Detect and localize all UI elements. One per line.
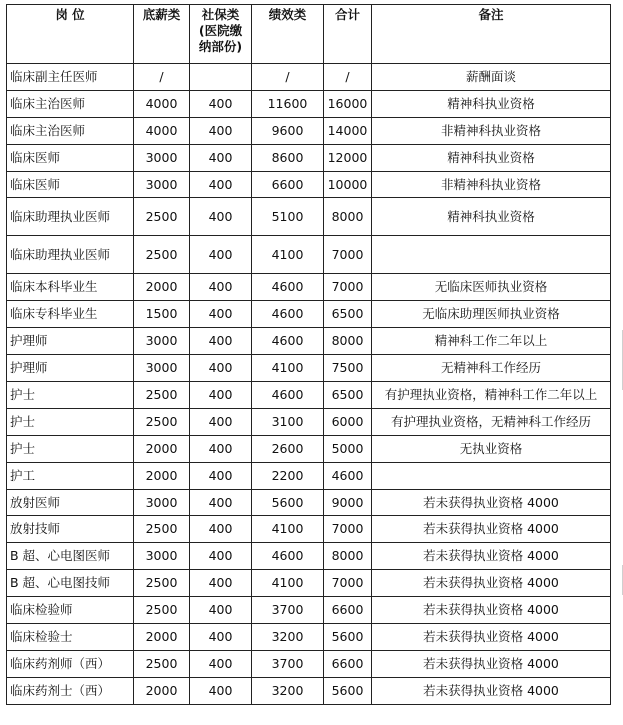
header-total: 合计: [324, 5, 372, 64]
cell-social: 400: [190, 144, 252, 171]
cell-base: 2500: [134, 382, 190, 409]
table-row: [7, 462, 611, 489]
header-row: [7, 5, 611, 64]
cell-position: 临床检验师: [7, 597, 134, 624]
table-row: [7, 117, 611, 144]
salary-table: [6, 4, 611, 705]
cell-position: 临床助理执业医师: [7, 236, 134, 274]
table-row: [7, 328, 611, 355]
cell-base: /: [134, 64, 190, 91]
table-row: [7, 597, 611, 624]
cell-note: [372, 236, 611, 274]
cell-note: 非精神科执业资格: [372, 171, 611, 198]
cell-social: 400: [190, 543, 252, 570]
cell-note: 精神科工作二年以上: [372, 328, 611, 355]
cell-perf: 4600: [252, 301, 324, 328]
cell-total: 5000: [324, 435, 372, 462]
cell-position: 临床主治医师: [7, 117, 134, 144]
cell-position: 临床主治医师: [7, 90, 134, 117]
cell-base: 2500: [134, 516, 190, 543]
cell-base: 2000: [134, 462, 190, 489]
cell-perf: 5100: [252, 198, 324, 236]
cell-base: 2500: [134, 236, 190, 274]
cell-total: 8000: [324, 328, 372, 355]
table-row: [7, 516, 611, 543]
cell-position: 临床药剂士（西）: [7, 677, 134, 704]
cell-social: 400: [190, 435, 252, 462]
cell-social: 400: [190, 171, 252, 198]
cell-social: 400: [190, 236, 252, 274]
cell-social: 400: [190, 408, 252, 435]
cell-perf: 3100: [252, 408, 324, 435]
cell-social: 400: [190, 355, 252, 382]
cell-base: 3000: [134, 355, 190, 382]
cell-note: 精神科执业资格: [372, 90, 611, 117]
cell-position: 临床副主任医师: [7, 64, 134, 91]
cell-base: 1500: [134, 301, 190, 328]
cell-perf: 4600: [252, 543, 324, 570]
cell-position: 临床医师: [7, 144, 134, 171]
cell-perf: 4600: [252, 382, 324, 409]
table-row: [7, 90, 611, 117]
cell-social: 400: [190, 382, 252, 409]
table-row: [7, 144, 611, 171]
cell-social: 400: [190, 117, 252, 144]
cell-perf: 4100: [252, 236, 324, 274]
cell-perf: 3700: [252, 597, 324, 624]
cell-position: 护士: [7, 408, 134, 435]
cell-base: 2500: [134, 570, 190, 597]
cell-total: 4600: [324, 462, 372, 489]
cell-position: B 超、心电图医师: [7, 543, 134, 570]
cell-position: 临床药剂师（西）: [7, 650, 134, 677]
cell-note: 非精神科执业资格: [372, 117, 611, 144]
cell-note: 若未获得执业资格 4000: [372, 677, 611, 704]
cell-perf: 4100: [252, 570, 324, 597]
cell-total: 7000: [324, 236, 372, 274]
cell-total: /: [324, 64, 372, 91]
cell-total: 6600: [324, 597, 372, 624]
cell-note: 有护理执业资格，无精神科工作经历: [372, 408, 611, 435]
table-row: [7, 355, 611, 382]
table-row: [7, 171, 611, 198]
cell-total: 9000: [324, 489, 372, 516]
cell-perf: 9600: [252, 117, 324, 144]
cell-social: 400: [190, 274, 252, 301]
cell-social: 400: [190, 90, 252, 117]
cell-total: 12000: [324, 144, 372, 171]
cell-base: 2000: [134, 435, 190, 462]
cell-base: 2000: [134, 624, 190, 651]
cell-social: 400: [190, 301, 252, 328]
table-row: [7, 624, 611, 651]
table-body: [7, 64, 611, 705]
cell-note: [372, 462, 611, 489]
cell-perf: 3200: [252, 624, 324, 651]
cell-base: 3000: [134, 543, 190, 570]
cell-position: 临床专科毕业生: [7, 301, 134, 328]
cell-total: 6500: [324, 301, 372, 328]
cell-base: 2500: [134, 198, 190, 236]
cell-total: 7500: [324, 355, 372, 382]
cell-note: 无精神科工作经历: [372, 355, 611, 382]
cell-total: 6500: [324, 382, 372, 409]
cell-total: 8000: [324, 543, 372, 570]
cell-note: 若未获得执业资格 4000: [372, 597, 611, 624]
cell-total: 7000: [324, 570, 372, 597]
cell-social: 400: [190, 570, 252, 597]
cell-social: 400: [190, 462, 252, 489]
cell-social: 400: [190, 516, 252, 543]
cell-position: 放射技师: [7, 516, 134, 543]
cell-position: 临床助理执业医师: [7, 198, 134, 236]
cell-perf: 4600: [252, 274, 324, 301]
cell-base: 3000: [134, 144, 190, 171]
table-row: [7, 543, 611, 570]
table-row: [7, 408, 611, 435]
table-row: [7, 236, 611, 274]
cell-note: 若未获得执业资格 4000: [372, 570, 611, 597]
cell-total: 10000: [324, 171, 372, 198]
table-row: [7, 382, 611, 409]
cell-note: 精神科执业资格: [372, 198, 611, 236]
cell-note: 若未获得执业资格 4000: [372, 516, 611, 543]
cell-perf: 4100: [252, 516, 324, 543]
cell-position: 护理师: [7, 328, 134, 355]
cell-base: 4000: [134, 117, 190, 144]
table-row: [7, 274, 611, 301]
cell-position: 临床检验士: [7, 624, 134, 651]
cell-total: 14000: [324, 117, 372, 144]
cell-position: B 超、心电图技师: [7, 570, 134, 597]
cell-note: 若未获得执业资格 4000: [372, 624, 611, 651]
cell-base: 3000: [134, 171, 190, 198]
cell-social: 400: [190, 650, 252, 677]
cell-perf: /: [252, 64, 324, 91]
header-base: 底薪类: [134, 5, 190, 64]
cell-perf: 4100: [252, 355, 324, 382]
cell-position: 护士: [7, 435, 134, 462]
cell-note: 若未获得执业资格 4000: [372, 489, 611, 516]
cell-note: 无临床医师执业资格: [372, 274, 611, 301]
cell-social: 400: [190, 677, 252, 704]
cell-note: 薪酬面谈: [372, 64, 611, 91]
cell-note: 有护理执业资格，精神科工作二年以上: [372, 382, 611, 409]
cell-note: 若未获得执业资格 4000: [372, 650, 611, 677]
cell-social: 400: [190, 597, 252, 624]
cell-perf: 3700: [252, 650, 324, 677]
cell-social: 400: [190, 198, 252, 236]
table-row: [7, 301, 611, 328]
cell-perf: 2600: [252, 435, 324, 462]
table-row: [7, 198, 611, 236]
cell-total: 7000: [324, 516, 372, 543]
cell-perf: 6600: [252, 171, 324, 198]
table-row: [7, 677, 611, 704]
table-row: [7, 64, 611, 91]
cell-perf: 4600: [252, 328, 324, 355]
cell-total: 5600: [324, 624, 372, 651]
cell-social: 400: [190, 489, 252, 516]
cell-position: 护士: [7, 382, 134, 409]
cell-perf: 11600: [252, 90, 324, 117]
table-row: [7, 489, 611, 516]
cell-social: 400: [190, 328, 252, 355]
cell-note: 精神科执业资格: [372, 144, 611, 171]
cell-note: 若未获得执业资格 4000: [372, 543, 611, 570]
cell-perf: 3200: [252, 677, 324, 704]
header-perf: 绩效类: [252, 5, 324, 64]
cell-perf: 8600: [252, 144, 324, 171]
cell-base: 3000: [134, 489, 190, 516]
cell-base: 2500: [134, 650, 190, 677]
cell-total: 16000: [324, 90, 372, 117]
cell-social: [190, 64, 252, 91]
cell-base: 3000: [134, 328, 190, 355]
cell-note: 无执业资格: [372, 435, 611, 462]
table-row: [7, 570, 611, 597]
header-position: 岗 位: [7, 5, 134, 64]
cell-base: 2500: [134, 597, 190, 624]
cell-base: 2000: [134, 274, 190, 301]
cell-base: 2500: [134, 408, 190, 435]
cell-position: 护工: [7, 462, 134, 489]
table-row: [7, 435, 611, 462]
header-note: 备注: [372, 5, 611, 64]
cell-note: 无临床助理医师执业资格: [372, 301, 611, 328]
cell-total: 8000: [324, 198, 372, 236]
table-row: [7, 650, 611, 677]
cell-position: 临床本科毕业生: [7, 274, 134, 301]
cell-perf: 5600: [252, 489, 324, 516]
header-social: 社保类(医院缴纳部份): [190, 5, 252, 64]
cell-total: 7000: [324, 274, 372, 301]
cell-position: 临床医师: [7, 171, 134, 198]
cell-total: 6000: [324, 408, 372, 435]
cell-total: 5600: [324, 677, 372, 704]
cell-social: 400: [190, 624, 252, 651]
cell-base: 2000: [134, 677, 190, 704]
cell-perf: 2200: [252, 462, 324, 489]
cell-base: 4000: [134, 90, 190, 117]
cell-total: 6600: [324, 650, 372, 677]
cell-position: 护理师: [7, 355, 134, 382]
cell-position: 放射医师: [7, 489, 134, 516]
